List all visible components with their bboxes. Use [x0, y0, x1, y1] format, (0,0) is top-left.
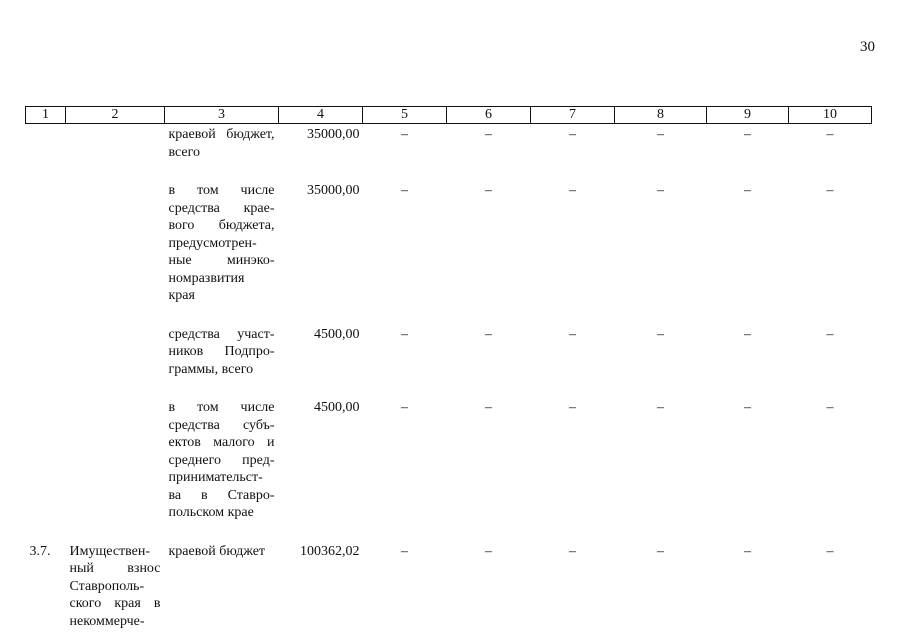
empty-value-dash-col-7: – — [569, 543, 576, 559]
amount-value: 35000,00 — [307, 127, 360, 142]
funding-source-line: вого бюджета, — [168, 218, 275, 233]
table-row — [26, 397, 872, 541]
funding-source-line: средства субъ- — [168, 417, 275, 433]
funding-source — [165, 397, 279, 541]
funding-source-line: польском крае — [168, 505, 254, 520]
column-header-6: 6 — [447, 107, 531, 124]
empty-value-dash-col-5: – — [401, 326, 408, 342]
table-body — [26, 124, 872, 631]
amount-value: 4500,00 — [314, 326, 360, 342]
empty-value-dash-col-6: – — [485, 127, 492, 142]
table-row — [26, 324, 872, 398]
empty-value-dash-col-6: – — [485, 326, 492, 342]
empty-value-dash-col-9: – — [744, 400, 751, 415]
table-row — [26, 541, 872, 631]
empty-value-dash-col-10: – — [826, 326, 834, 342]
page-number: 30 — [860, 39, 875, 55]
table-row — [26, 124, 872, 181]
funding-source-line: среднего пред- — [168, 452, 275, 468]
row-index — [26, 124, 66, 181]
column-header-5: 5 — [363, 107, 447, 124]
row-index — [26, 324, 66, 398]
empty-value-dash-col-5: – — [401, 543, 408, 559]
table-row — [26, 180, 872, 324]
empty-value-dash-col-9: – — [744, 543, 751, 559]
funding-source-line: краевой бюджет — [168, 543, 266, 559]
empty-value-dash-col-7: – — [569, 183, 576, 198]
empty-value-dash-col-5: – — [401, 183, 408, 198]
empty-value-dash-col-7: – — [569, 326, 576, 342]
empty-value-dash-col-8: – — [657, 183, 664, 198]
column-header-10: 10 — [789, 107, 872, 124]
empty-value-dash-col-8: – — [657, 127, 664, 142]
row-index — [26, 397, 66, 541]
funding-source-line: всего — [168, 144, 201, 160]
column-header-4: 4 — [279, 107, 363, 124]
budget-table — [25, 106, 872, 630]
empty-value-dash-col-6: – — [485, 400, 492, 415]
row-index — [26, 180, 66, 324]
empty-value-dash-col-9: – — [744, 326, 751, 342]
funding-source-line: краевой бюджет, — [168, 127, 275, 142]
empty-value-dash-col-9: – — [744, 183, 751, 198]
funding-source-line: граммы, всего — [168, 361, 254, 377]
empty-value-dash-col-10: – — [826, 543, 834, 559]
amount-value: 100362,02 — [300, 543, 360, 559]
row-name — [66, 324, 165, 398]
budget-table-container — [25, 106, 871, 630]
funding-source-line: в том числе — [168, 400, 275, 415]
funding-source-line: ные минэко- — [168, 253, 275, 268]
empty-value-dash-col-10: – — [826, 183, 834, 198]
empty-value-dash-col-7: – — [569, 127, 576, 142]
column-header-1: 1 — [26, 107, 66, 124]
funding-source-line: средства крае- — [168, 200, 275, 216]
funding-source-line: средства участ- — [168, 326, 275, 342]
funding-source-line: ва в Ставро- — [168, 487, 275, 503]
funding-source-line: номразвития — [168, 270, 245, 286]
funding-source-line: предусмотрен- — [168, 235, 257, 251]
row-name-line: некоммерче- — [69, 613, 145, 629]
empty-value-dash-col-10: – — [826, 400, 834, 415]
amount-value: 4500,00 — [314, 400, 360, 415]
column-header-2: 2 — [66, 107, 165, 124]
row-name-line: Ставрополь- — [69, 578, 145, 594]
row-name-line: ского края в — [69, 596, 161, 611]
column-header-9: 9 — [707, 107, 789, 124]
funding-source-line: в том числе — [168, 183, 275, 198]
row-name — [66, 541, 165, 631]
funding-source — [165, 124, 279, 181]
amount-value: 35000,00 — [307, 183, 360, 198]
row-index: 3.7. — [29, 543, 51, 559]
row-name — [66, 124, 165, 181]
empty-value-dash-col-6: – — [485, 183, 492, 198]
funding-source-line: ников Подпро- — [168, 344, 275, 359]
row-name — [66, 397, 165, 541]
empty-value-dash-col-8: – — [657, 326, 664, 342]
row-name-line: Имуществен- — [69, 543, 151, 559]
funding-source-line: принимательст- — [168, 470, 263, 485]
funding-source — [165, 541, 279, 631]
column-header-8: 8 — [615, 107, 707, 124]
row-name — [66, 180, 165, 324]
empty-value-dash-col-7: – — [569, 400, 576, 415]
empty-value-dash-col-8: – — [657, 400, 664, 415]
empty-value-dash-col-9: – — [744, 127, 751, 142]
empty-value-dash-col-6: – — [485, 543, 492, 559]
header-row — [26, 107, 872, 124]
row-name-line: ный взнос — [69, 561, 161, 576]
column-header-3: 3 — [165, 107, 279, 124]
funding-source-line: ектов малого и — [168, 435, 275, 450]
empty-value-dash-col-10: – — [826, 127, 834, 142]
funding-source — [165, 324, 279, 398]
column-header-7: 7 — [531, 107, 615, 124]
table-header — [26, 107, 872, 124]
empty-value-dash-col-5: – — [401, 127, 408, 142]
empty-value-dash-col-8: – — [657, 543, 664, 559]
empty-value-dash-col-5: – — [401, 400, 408, 415]
funding-source — [165, 180, 279, 324]
funding-source-line: края — [168, 288, 195, 303]
